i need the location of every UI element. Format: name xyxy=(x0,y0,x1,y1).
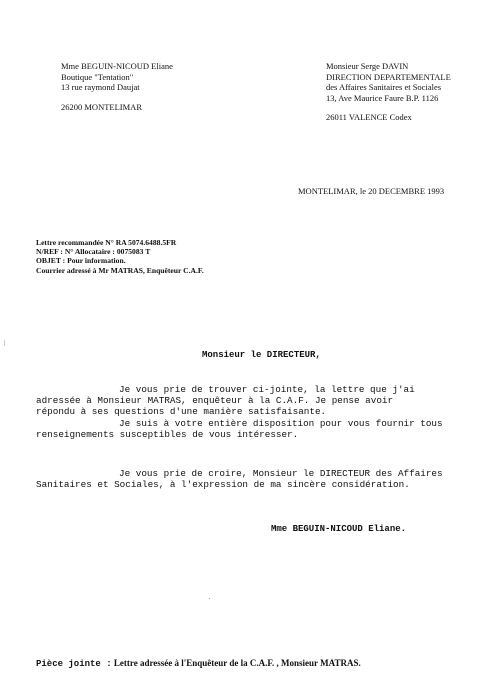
salutation: Monsieur le DIRECTEUR, xyxy=(202,350,321,360)
body-line: répondu à ses questions d'une manière satisfaisante. xyxy=(36,406,327,418)
our-reference: N/REF : N° Allocataire : 0075083 T xyxy=(36,247,151,257)
sender-city: 26200 MONTELIMAR xyxy=(61,101,142,112)
subject-line: OBJET : Pour information. xyxy=(36,256,126,266)
recipient-city: 26011 VALENCE Codex xyxy=(326,112,412,122)
place-and-date: MONTELIMAR, le 20 DECEMBRE 1993 xyxy=(298,186,445,196)
recipient-name: Monsieur Serge DAVIN xyxy=(326,61,409,71)
body-line: adressée à Monsieur MATRAS, enquêteur à la C.A.F. Je pense avoir xyxy=(36,395,394,407)
sender-address-block xyxy=(61,61,173,112)
enclosure-text: Lettre adressée à l'Enquêteur de la C.A.F. , Monsieur MATRAS. xyxy=(113,658,361,668)
scan-speck xyxy=(4,340,5,346)
recipient-dept: des Affaires Sanitaires et Sociales xyxy=(326,82,442,92)
signature: Mme BEGUIN-NICOUD Eliane. xyxy=(271,524,407,534)
enclosure-line xyxy=(36,658,361,669)
enclosure-label: Pièce jointe : xyxy=(36,659,112,669)
sender-street: 13 rue raymond Daujat xyxy=(61,82,140,92)
body-line: Je suis à votre entière disposition pour vous fournir tous xyxy=(119,417,443,429)
registered-letter-ref: Lettre recommandée N° RA 5074.6488.5FR xyxy=(36,238,177,247)
body-paragraph-2 xyxy=(36,468,443,490)
mail-addressed-line: Courrier adressé à Mr MATRAS, Enquêteur C.A.F. xyxy=(36,265,204,275)
recipient-org: DIRECTION DEPARTEMENTALE xyxy=(326,71,451,82)
body-line: renseignements susceptibles de vous intéresser. xyxy=(36,428,299,440)
body-paragraph-1 xyxy=(36,384,443,440)
sender-name: Mme BEGUIN-NICOUD Eliane xyxy=(61,61,173,71)
scan-speck xyxy=(209,598,210,599)
sender-shop: Boutique "Tentation" xyxy=(61,71,134,82)
body-line: Je vous prie de trouver ci-jointe, la lettre que j'ai xyxy=(119,384,415,395)
recipient-address-block xyxy=(326,61,451,123)
reference-block xyxy=(36,238,204,275)
recipient-street: 13, Ave Maurice Faure B.P. 1126 xyxy=(326,92,439,103)
body-line: Je vous prie de croire, Monsieur le DIRECTEUR des Affaires xyxy=(119,468,443,479)
body-line: Sanitaires et Sociales, à l'expression de ma sincère considération. xyxy=(36,479,410,491)
